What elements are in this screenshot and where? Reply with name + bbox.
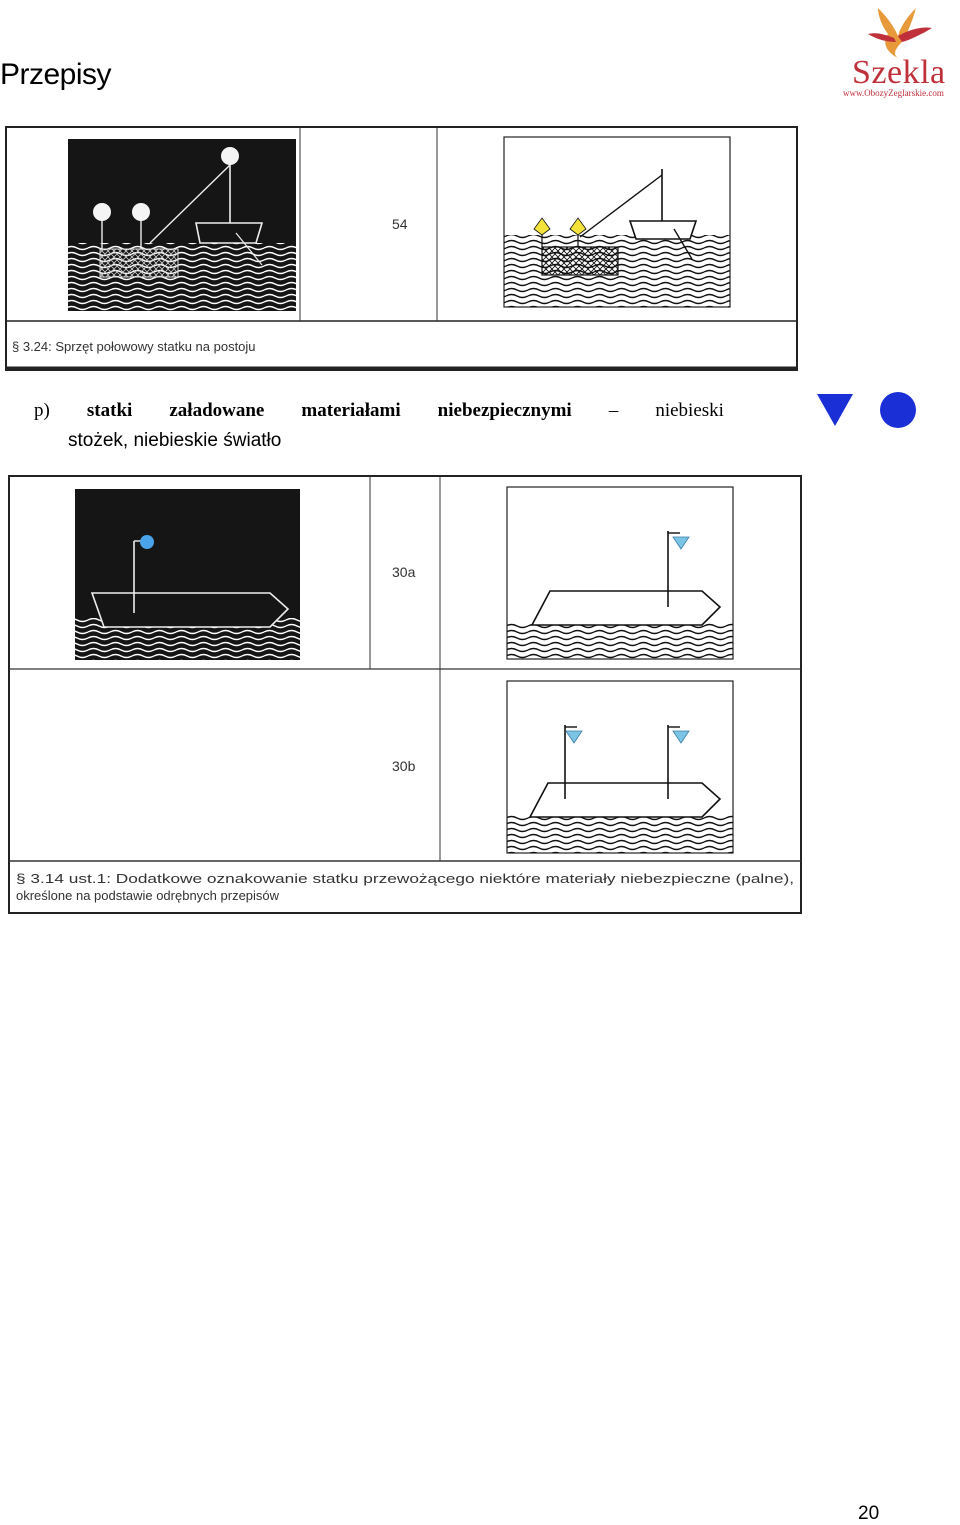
day-panel (504, 137, 730, 307)
figure-fishing-gear (0, 125, 800, 375)
szekla-logo (838, 2, 960, 102)
day-panel-30b (507, 681, 733, 853)
continuation-word: niebieski (655, 400, 724, 421)
bold-word: załadowane (169, 400, 265, 421)
figure-number-54: 54 (392, 216, 408, 232)
figure-number-30b: 30b (392, 758, 416, 774)
butterfly-icon (838, 2, 960, 62)
paragraph-p (34, 396, 724, 456)
list-marker: p) (34, 400, 50, 421)
night-panel-30a (75, 489, 300, 660)
blue-light-icon (880, 392, 916, 428)
signal-symbols (815, 390, 925, 432)
logo-wordmark: Szekla (852, 54, 946, 91)
day-panel-30a (507, 487, 733, 659)
night-panel (68, 139, 296, 311)
blue-cone-icon (817, 394, 853, 426)
figure2-caption-line1: § 3.14 ust.1: Dodatkowe oznakowanie statku przewożącego niektóre materiały niebezpieczne (palne), (16, 871, 794, 886)
white-light-icon (93, 203, 111, 221)
figure1-caption: § 3.24: Sprzęt połowowy statku na postoju (12, 339, 256, 354)
blue-light-icon (140, 535, 154, 549)
white-light-icon (132, 203, 150, 221)
figure2-caption-line2: określone na podstawie odrębnych przepisów (16, 888, 280, 903)
figure-number-30a: 30a (392, 564, 416, 580)
bold-word: materiałami (301, 400, 401, 421)
paragraph-line-2: stożek, niebieskie światło (68, 430, 282, 451)
page-title: Przepisy (0, 58, 112, 91)
figure-dangerous-goods (0, 473, 805, 918)
dash: – (608, 400, 619, 421)
bold-word: statki (86, 400, 133, 421)
logo-url: www.ObozyZeglarskie.com (843, 88, 944, 98)
white-light-icon (221, 147, 239, 165)
page-number: 20 (858, 1503, 880, 1524)
bold-word: niebezpiecznymi (437, 400, 572, 421)
